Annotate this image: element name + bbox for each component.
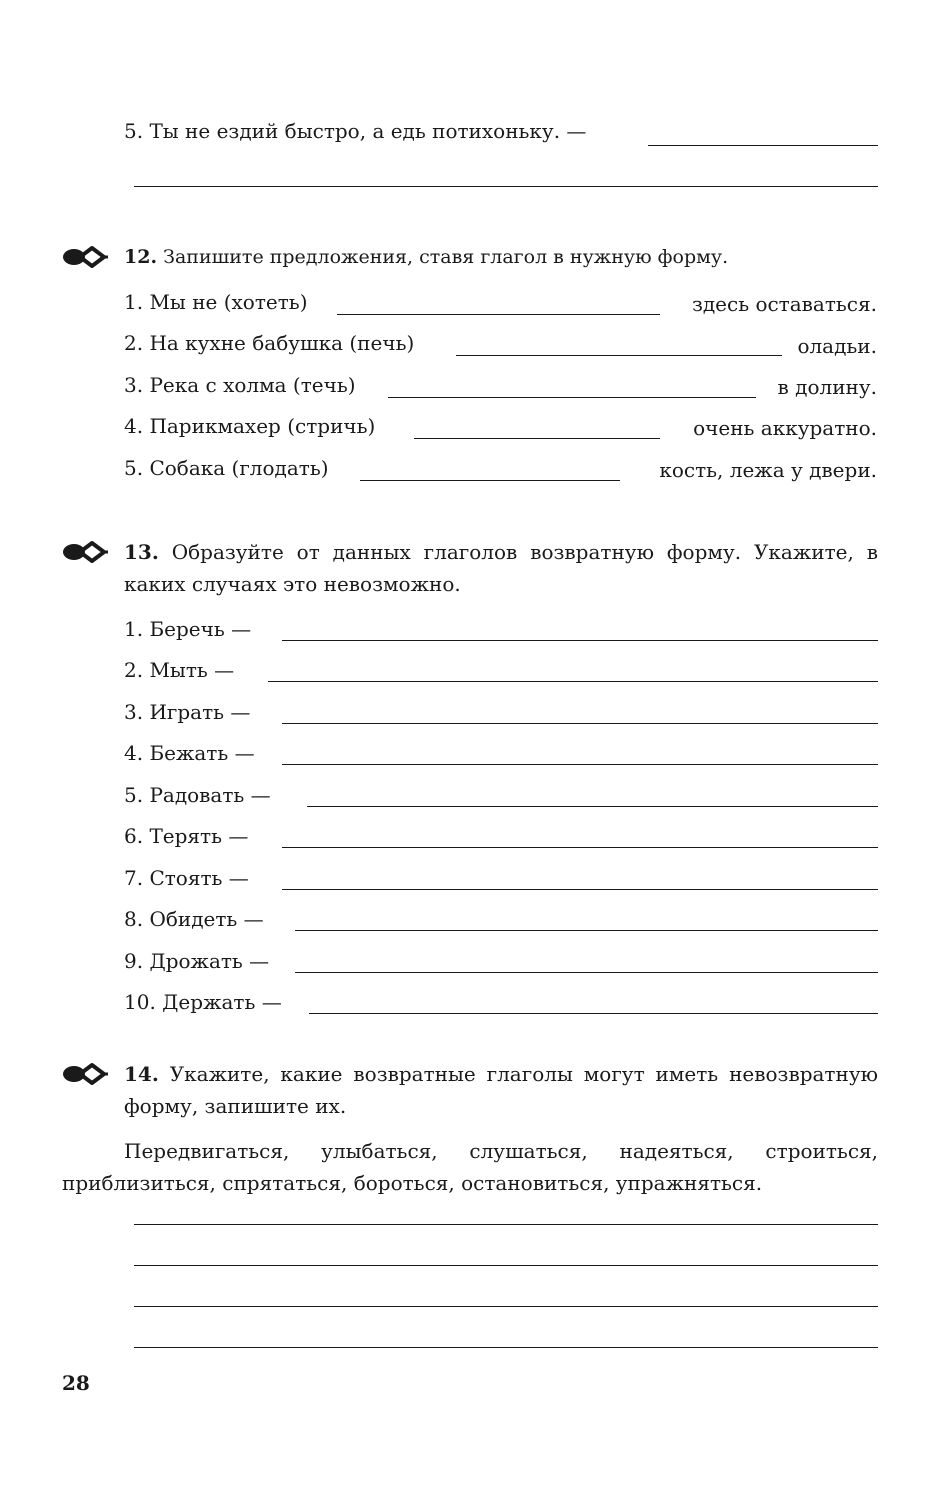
task-number: 13. xyxy=(124,540,159,564)
pencil-marker-icon xyxy=(62,245,110,269)
answer-line[interactable] xyxy=(134,1224,878,1225)
answer-line[interactable] xyxy=(456,355,782,356)
pencil-marker-icon xyxy=(62,540,110,564)
answer-line[interactable] xyxy=(295,930,878,931)
task12-item-right: здесь оставаться. xyxy=(691,292,877,316)
answer-line[interactable] xyxy=(134,186,878,187)
task13-item: 8. Обидеть — xyxy=(124,907,264,931)
answer-line[interactable] xyxy=(282,764,878,765)
task13-item: 10. Держать — xyxy=(124,990,282,1014)
task13-item: 9. Дрожать — xyxy=(124,949,270,973)
task-title: Запишите предложения, ставя глагол в нужную форму. xyxy=(163,246,729,268)
task13-item: 4. Бежать — xyxy=(124,741,255,765)
answer-line[interactable] xyxy=(388,397,756,398)
task-number: 14. xyxy=(124,1062,159,1086)
task14-heading-line2: форму, запишите их. xyxy=(124,1094,347,1118)
top-item-text: 5. Ты не ездий быстро, а едь потихоньку. — xyxy=(124,119,587,143)
task12-item-left: 4. Парикмахер (стричь) xyxy=(124,414,376,438)
task14-words-line2: приблизиться, спрятаться, бороться, остановиться, упражняться. xyxy=(62,1171,763,1195)
answer-line[interactable] xyxy=(268,681,878,682)
task-number: 12. xyxy=(124,246,158,268)
task12-item-left: 1. Мы не (хотеть) xyxy=(124,290,308,314)
task-title: Укажите, какие возвратные глаголы могут иметь невозвратную xyxy=(169,1062,879,1086)
answer-line[interactable] xyxy=(134,1265,878,1266)
answer-line[interactable] xyxy=(309,1013,878,1014)
answer-line[interactable] xyxy=(282,847,878,848)
task12-item-left: 2. На кухне бабушка (печь) xyxy=(124,331,415,355)
pencil-marker-icon xyxy=(62,1062,110,1086)
answer-line[interactable] xyxy=(134,1347,878,1348)
answer-line[interactable] xyxy=(307,806,878,807)
task13-item: 2. Мыть — xyxy=(124,658,235,682)
answer-line[interactable] xyxy=(282,889,878,890)
task12-item-right: кость, лежа у двери. xyxy=(659,458,877,482)
page-number: 28 xyxy=(62,1371,90,1395)
task13-heading-line2: каких случаях это невозможно. xyxy=(124,572,461,596)
answer-line[interactable] xyxy=(282,640,878,641)
task13-heading-line1 xyxy=(124,536,878,568)
answer-line[interactable] xyxy=(282,723,878,724)
task12-item-right: очень аккуратно. xyxy=(693,416,877,440)
answer-line[interactable] xyxy=(414,438,660,439)
task12-heading xyxy=(124,246,728,268)
task12-item-left: 3. Река с холма (течь) xyxy=(124,373,356,397)
answer-line[interactable] xyxy=(648,145,878,146)
task13-item: 3. Играть — xyxy=(124,700,251,724)
answer-line[interactable] xyxy=(134,1306,878,1307)
task12-item-right: оладьи. xyxy=(797,334,877,358)
task13-item: 5. Радовать — xyxy=(124,783,271,807)
task12-item-left: 5. Собака (глодать) xyxy=(124,456,329,480)
answer-line[interactable] xyxy=(295,972,878,973)
task14-words-line1: Передвигаться, улыбаться, слушаться, надеяться, строиться, xyxy=(124,1139,878,1163)
task-title: Образуйте от данных глаголов возвратную форму. Укажите, в xyxy=(171,540,878,564)
task13-item: 1. Беречь — xyxy=(124,617,252,641)
task13-item: 7. Стоять — xyxy=(124,866,249,890)
task14-heading-line1 xyxy=(124,1058,878,1090)
answer-line[interactable] xyxy=(337,314,660,315)
task13-item: 6. Терять — xyxy=(124,824,249,848)
answer-line[interactable] xyxy=(360,480,620,481)
task12-item-right: в долину. xyxy=(777,375,877,399)
